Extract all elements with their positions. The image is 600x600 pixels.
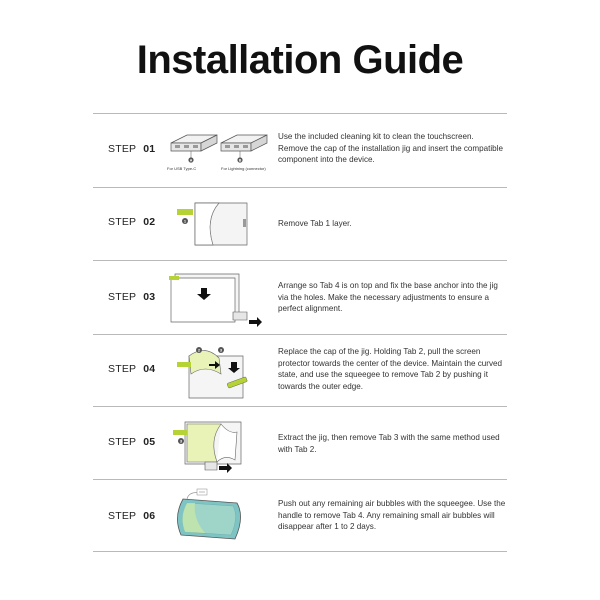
svg-text:1: 1: [183, 218, 187, 224]
svg-text:3: 3: [179, 438, 183, 444]
step-02-illustration: [165, 197, 265, 251]
step-03: [93, 260, 507, 334]
svg-text:B: B: [238, 158, 242, 163]
step-06: [93, 479, 507, 551]
svg-text:A: A: [189, 158, 193, 163]
tab-1: [177, 209, 193, 215]
step-description: Extract the jig, then remove Tab 3 with the same method used with Tab 2.: [278, 433, 500, 454]
step-03-illustration: [165, 268, 269, 328]
step-label: STEP 03: [108, 291, 156, 303]
step-description: Replace the cap of the jig. Holding Tab 2, pull the screen protector towards the center of the device. Maintain the curved state, and use the squeegee to remove Tab 2 by pushing it towards the outer edge.: [278, 347, 503, 391]
caption-lightning: For Lightning (connector): [221, 166, 266, 171]
caption-usb-c: For USB Type-C: [167, 166, 197, 171]
divider: [93, 551, 507, 552]
step-01: [93, 113, 507, 187]
tab-4: [169, 276, 179, 280]
step-02: [93, 187, 507, 260]
step-description: Push out any remaining air bubbles with the squeegee. Use the handle to remove Tab 4. Any remaining small air bubbles will disappear after 1 to 2 days.: [278, 499, 506, 532]
svg-text:3: 3: [219, 347, 223, 353]
step-04: [93, 334, 507, 406]
tab-3: [173, 430, 187, 435]
step-06-illustration: [165, 487, 269, 547]
step-description: Arrange so Tab 4 is on top and fix the base anchor into the jig via the holes. Make the necessary adjustments to ensure a perfect alignment.: [278, 281, 498, 314]
tab-2: [177, 362, 191, 367]
step-label: STEP 02: [108, 216, 156, 228]
step-05-illustration: [165, 414, 269, 474]
step-description: Remove Tab 1 layer.: [278, 219, 352, 228]
step-label: STEP 05: [108, 436, 156, 448]
step-05: [93, 406, 507, 479]
step-01-illustration: [165, 127, 273, 177]
step-label: STEP 04: [108, 363, 156, 375]
step-04-illustration: [165, 340, 269, 402]
page-title: Installation Guide: [136, 38, 464, 82]
step-description: Use the included cleaning kit to clean the touchscreen. Remove the cap of the installation jig and insert the compatible component into the device.: [278, 132, 503, 165]
svg-text:2: 2: [197, 347, 201, 353]
step-label: STEP 06: [108, 510, 156, 522]
step-label: STEP 01: [108, 143, 156, 155]
